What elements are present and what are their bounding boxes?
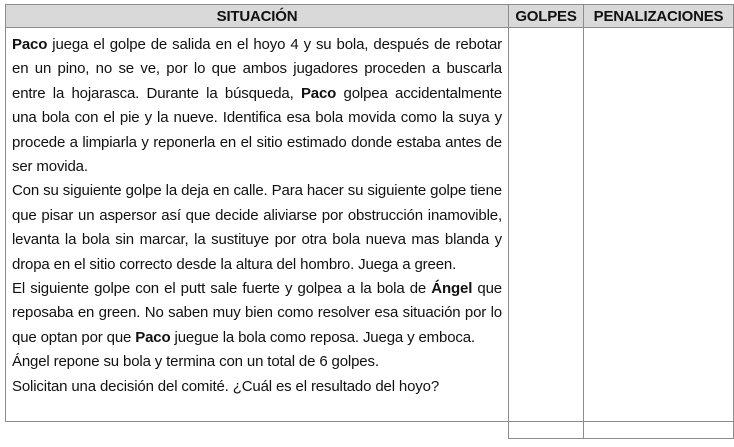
situation-paragraph	[12, 350, 502, 374]
player-name: Ángel	[431, 280, 473, 298]
footer-blank-cell	[6, 422, 509, 439]
situation-text: Con su siguiente golpe la deja en calle. Para hacer su siguiente golpe tiene que pisar un aspersor así que decide aliviarse por obstrucción inamovible, levanta la bola sin marcar, la sustituye por otra bola nueva mas blanda y dropa en el sitio correcto desde la altura del hombro. Juega a green.	[12, 182, 502, 273]
situation-paragraph	[12, 33, 502, 179]
situation-paragraph	[12, 277, 502, 350]
situation-text: Ángel repone su bola y termina con un total de 6 golpes.	[12, 353, 379, 371]
player-name: Paco	[135, 328, 171, 346]
situation-text: que reposaba en green. No saben muy bien como resolver esa situación por lo que optan por que	[12, 280, 502, 346]
player-name: Paco	[300, 84, 337, 102]
situation-text: juegue la bola como reposa. Juega y emboca.	[170, 328, 475, 346]
situation-paragraph	[12, 375, 502, 399]
situation-text: juega el golpe de salida en el hoyo 4 y su bola, después de rebotar en un pino, no se ve, por lo que ambos jugadores proceden a buscarla entre la hojarasca. Durante la búsqueda,	[12, 36, 502, 102]
situation-text: Solicitan una decisión del comité. ¿Cuál es el resultado del hoyo?	[12, 377, 440, 395]
penalizaciones-total-cell[interactable]	[584, 422, 734, 439]
header-penalizaciones: PENALIZACIONES	[584, 5, 734, 28]
rules-exercise-sheet	[5, 4, 733, 442]
penalizaciones-answer-cell[interactable]	[584, 28, 734, 422]
footer-row	[6, 422, 734, 439]
golpes-answer-cell[interactable]	[509, 28, 584, 422]
situation-paragraph	[12, 179, 502, 277]
situation-text-cell	[6, 28, 509, 422]
player-name: Paco	[12, 36, 48, 53]
situation-text: golpea accidentalmente una bola con el pie y la nueve. Identifica esa bola movida como la suya y procede a limpiarla y reponerla en el sitio estimado donde estaba antes de ser movida.	[12, 84, 502, 176]
header-row	[6, 5, 734, 28]
golpes-total-cell[interactable]	[509, 422, 584, 439]
situation-row	[6, 28, 734, 422]
situation-text: El siguiente golpe con el putt sale fuerte y golpea a la bola de	[12, 280, 432, 298]
header-golpes: GOLPES	[509, 5, 584, 28]
header-situacion: SITUACIÓN	[6, 5, 509, 28]
situation-table	[5, 4, 734, 439]
